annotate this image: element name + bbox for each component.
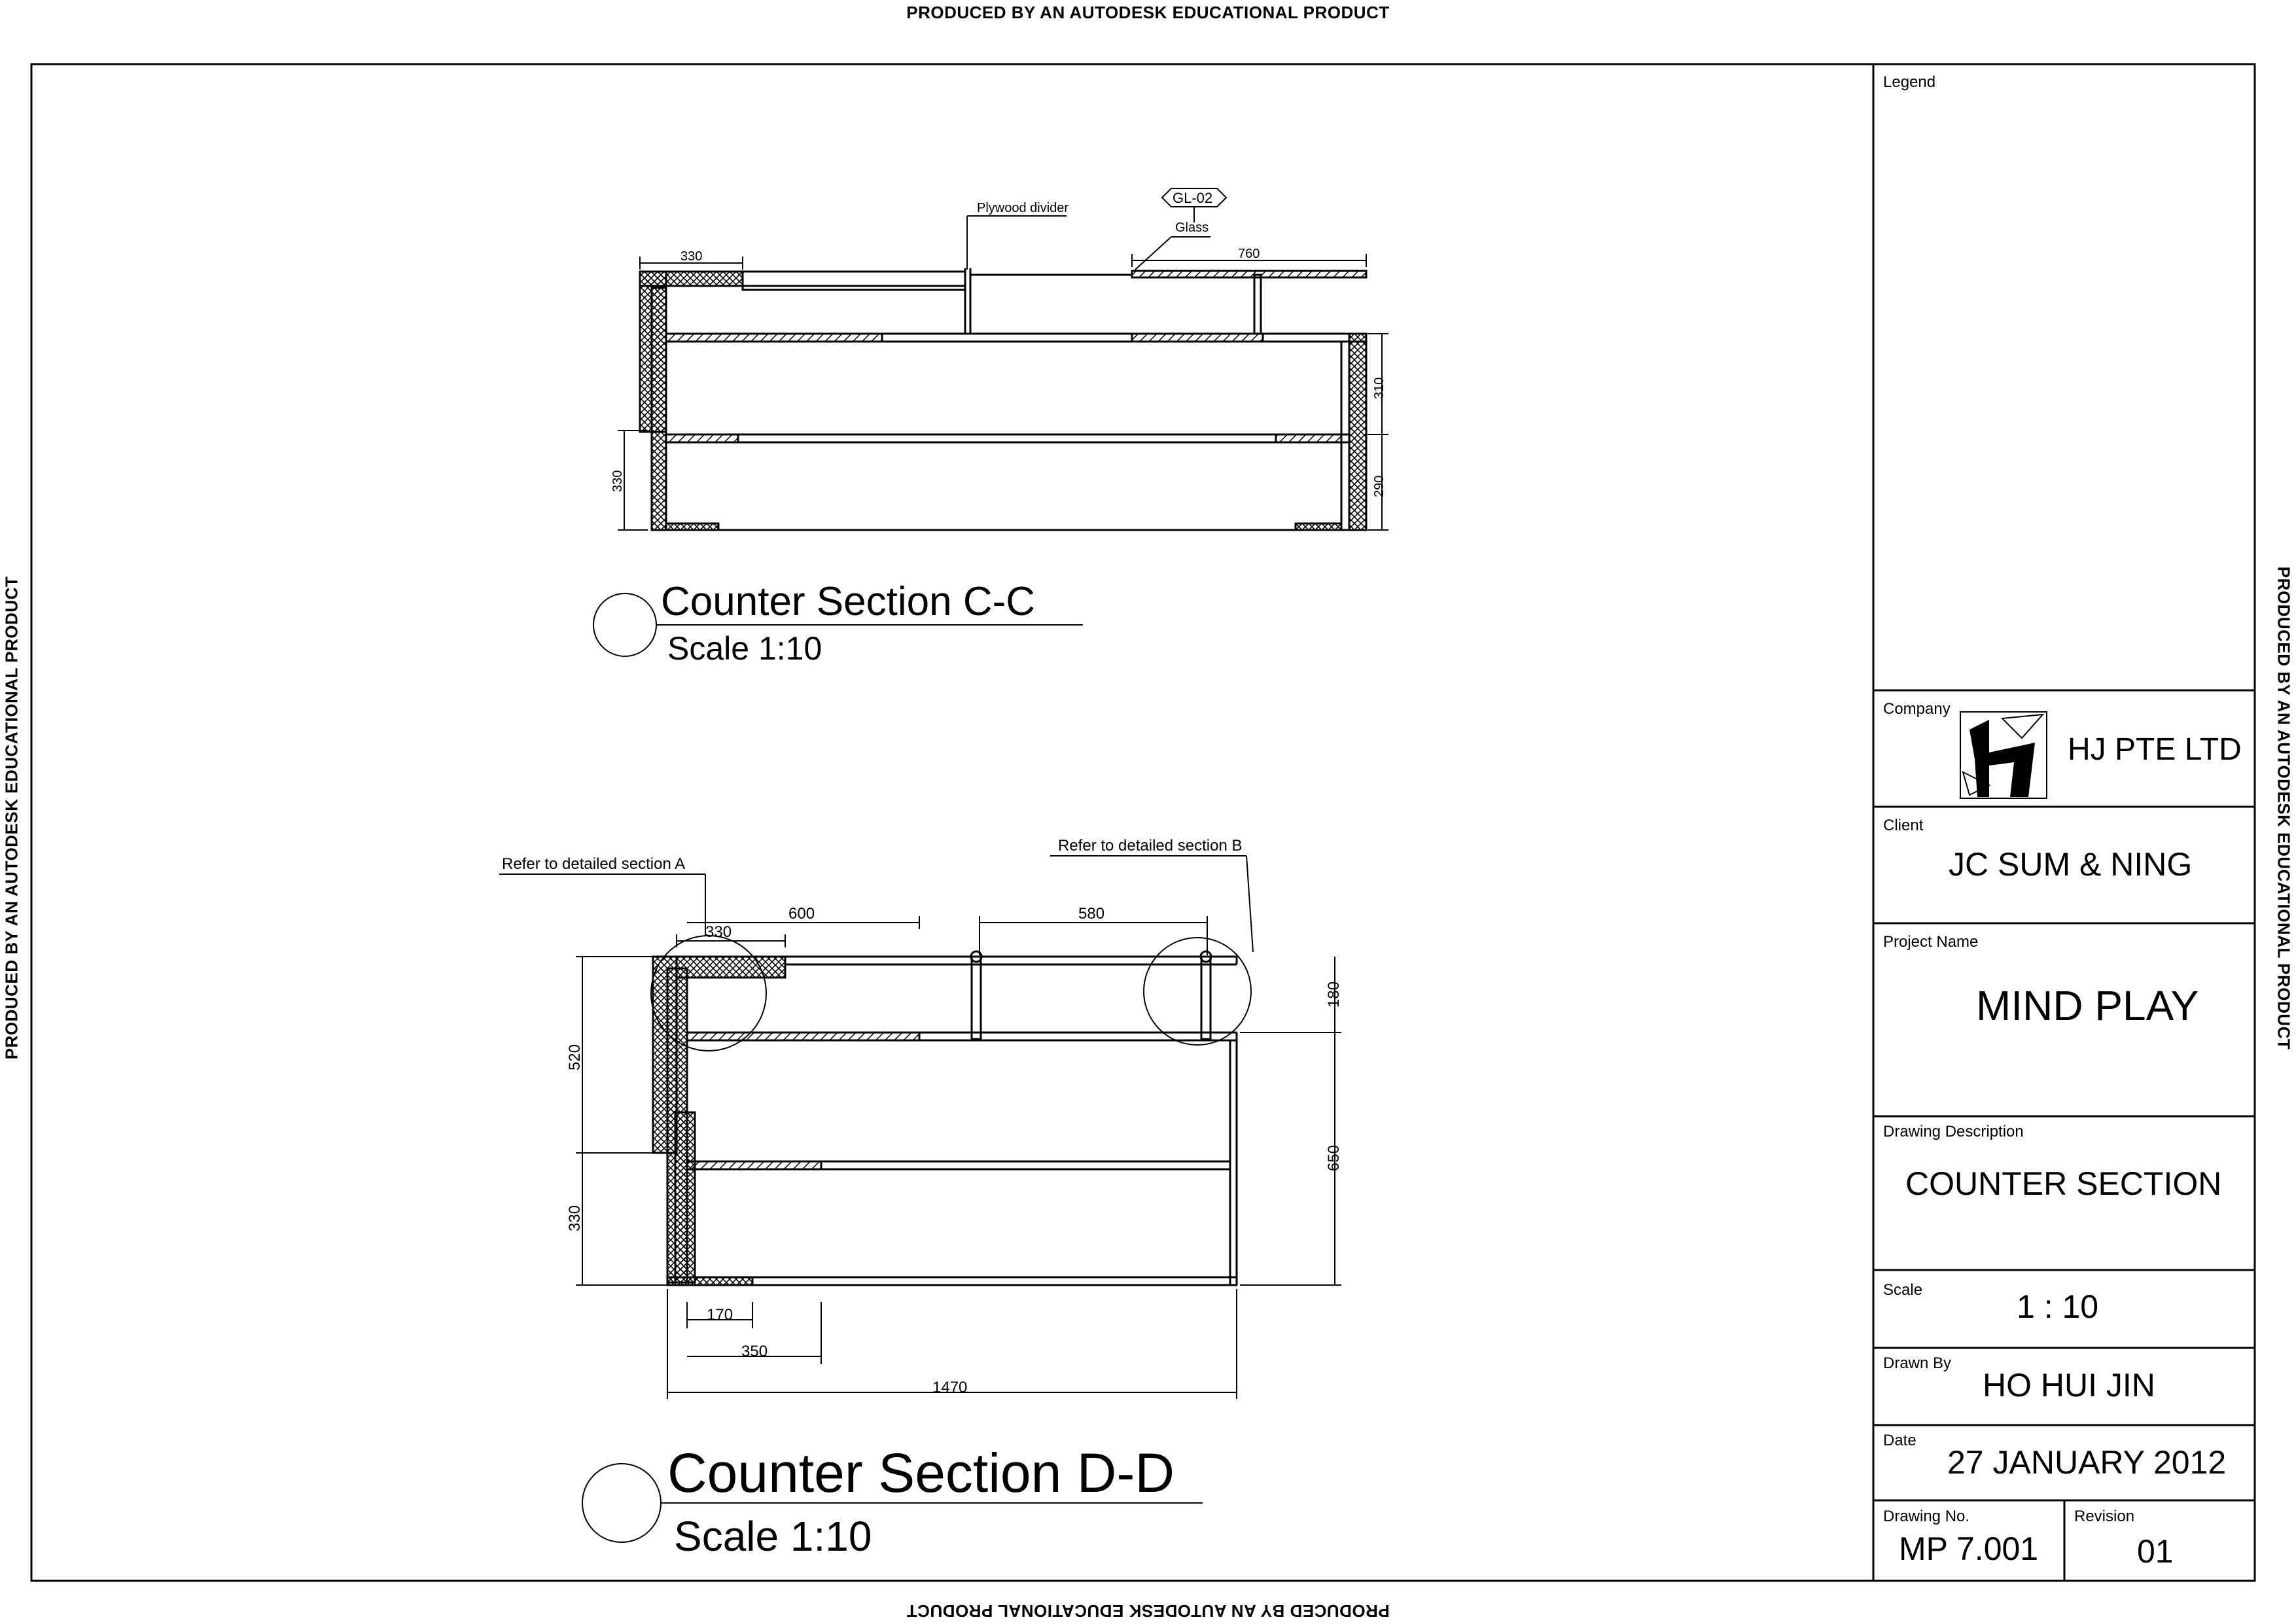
dd-dim-170: 170	[707, 1306, 733, 1324]
revision-value: 01	[2137, 1533, 2174, 1570]
drawing-no-value: MP 7.001	[1899, 1530, 2039, 1567]
dd-dim-600: 600	[788, 905, 815, 923]
drawn-by-value: HO HUI JIN	[1983, 1367, 2155, 1403]
company-logo	[1960, 712, 2047, 798]
drawing-no-label: Drawing No.	[1883, 1508, 1970, 1525]
cc-dim-top-right: 760	[1238, 247, 1260, 261]
section-cc-labels	[610, 190, 1386, 497]
section-cc-title-block	[593, 579, 1083, 667]
scale-label: Scale	[1883, 1281, 1923, 1299]
cc-dim-left: 330	[610, 470, 625, 492]
dd-dim-650: 650	[1325, 1144, 1343, 1171]
company-name: HJ PTE LTD	[2068, 732, 2242, 767]
drawn-by-label: Drawn By	[1883, 1354, 1952, 1372]
description-label: Drawing Description	[1883, 1123, 2024, 1140]
client-label: Client	[1883, 817, 1924, 834]
dd-dim-330-left: 330	[566, 1205, 584, 1231]
dd-dim-1470: 1470	[932, 1379, 968, 1396]
scale-value: 1 : 10	[2017, 1288, 2099, 1325]
section-dd-labels	[502, 837, 1343, 1396]
dd-dim-520: 520	[566, 1044, 584, 1070]
section-dd-dimensions	[499, 856, 1341, 1399]
watermark-left: PRODUCED BY AN AUTODESK EDUCATIONAL PRODUCT	[1, 576, 22, 1060]
cc-note-plywood: Plywood divider	[977, 201, 1069, 215]
dd-title: Counter Section D-D	[667, 1442, 1174, 1504]
project-label: Project Name	[1883, 933, 1979, 951]
dd-dim-350: 350	[741, 1343, 768, 1360]
dd-note-section-b: Refer to detailed section B	[1058, 837, 1243, 855]
date-label: Date	[1883, 1432, 1916, 1449]
title-block	[1873, 64, 2255, 1581]
cc-note-glass: Glass	[1175, 221, 1209, 235]
watermark-right: PRODUCED BY AN AUTODESK EDUCATIONAL PRODUCT	[2274, 566, 2294, 1050]
section-cc-drawing	[640, 268, 1366, 530]
project-name: MIND PLAY	[1976, 982, 2199, 1029]
watermark-bottom: PRODUCED BY AN AUTODESK EDUCATIONAL PRODUCT	[906, 1601, 1390, 1621]
section-dd-title-block	[582, 1442, 1203, 1560]
revision-label: Revision	[2074, 1508, 2135, 1525]
date-value: 27 JANUARY 2012	[1947, 1444, 2227, 1481]
cc-tag-gl02: GL-02	[1173, 190, 1213, 206]
cc-scale: Scale 1:10	[667, 630, 822, 667]
watermark-top: PRODUCED BY AN AUTODESK EDUCATIONAL PRODUCT	[906, 3, 1390, 22]
dd-scale: Scale 1:10	[674, 1513, 872, 1560]
dd-note-section-a: Refer to detailed section A	[502, 855, 686, 873]
cc-dim-right-lower: 290	[1372, 475, 1386, 497]
description-value: COUNTER SECTION	[1905, 1165, 2222, 1202]
dd-dim-180: 180	[1325, 981, 1343, 1008]
section-cc-dimensions	[618, 188, 1388, 530]
company-label: Company	[1883, 700, 1951, 718]
cc-title: Counter Section C-C	[661, 579, 1036, 624]
dd-dim-330-top: 330	[705, 923, 732, 941]
client-name: JC SUM & NING	[1949, 846, 2193, 883]
section-dd-drawing	[651, 936, 1251, 1286]
cc-dim-right-upper: 310	[1372, 377, 1386, 399]
cc-dim-top-left: 330	[680, 249, 703, 264]
legend-label: Legend	[1883, 73, 1936, 91]
dd-dim-580: 580	[1078, 905, 1105, 923]
